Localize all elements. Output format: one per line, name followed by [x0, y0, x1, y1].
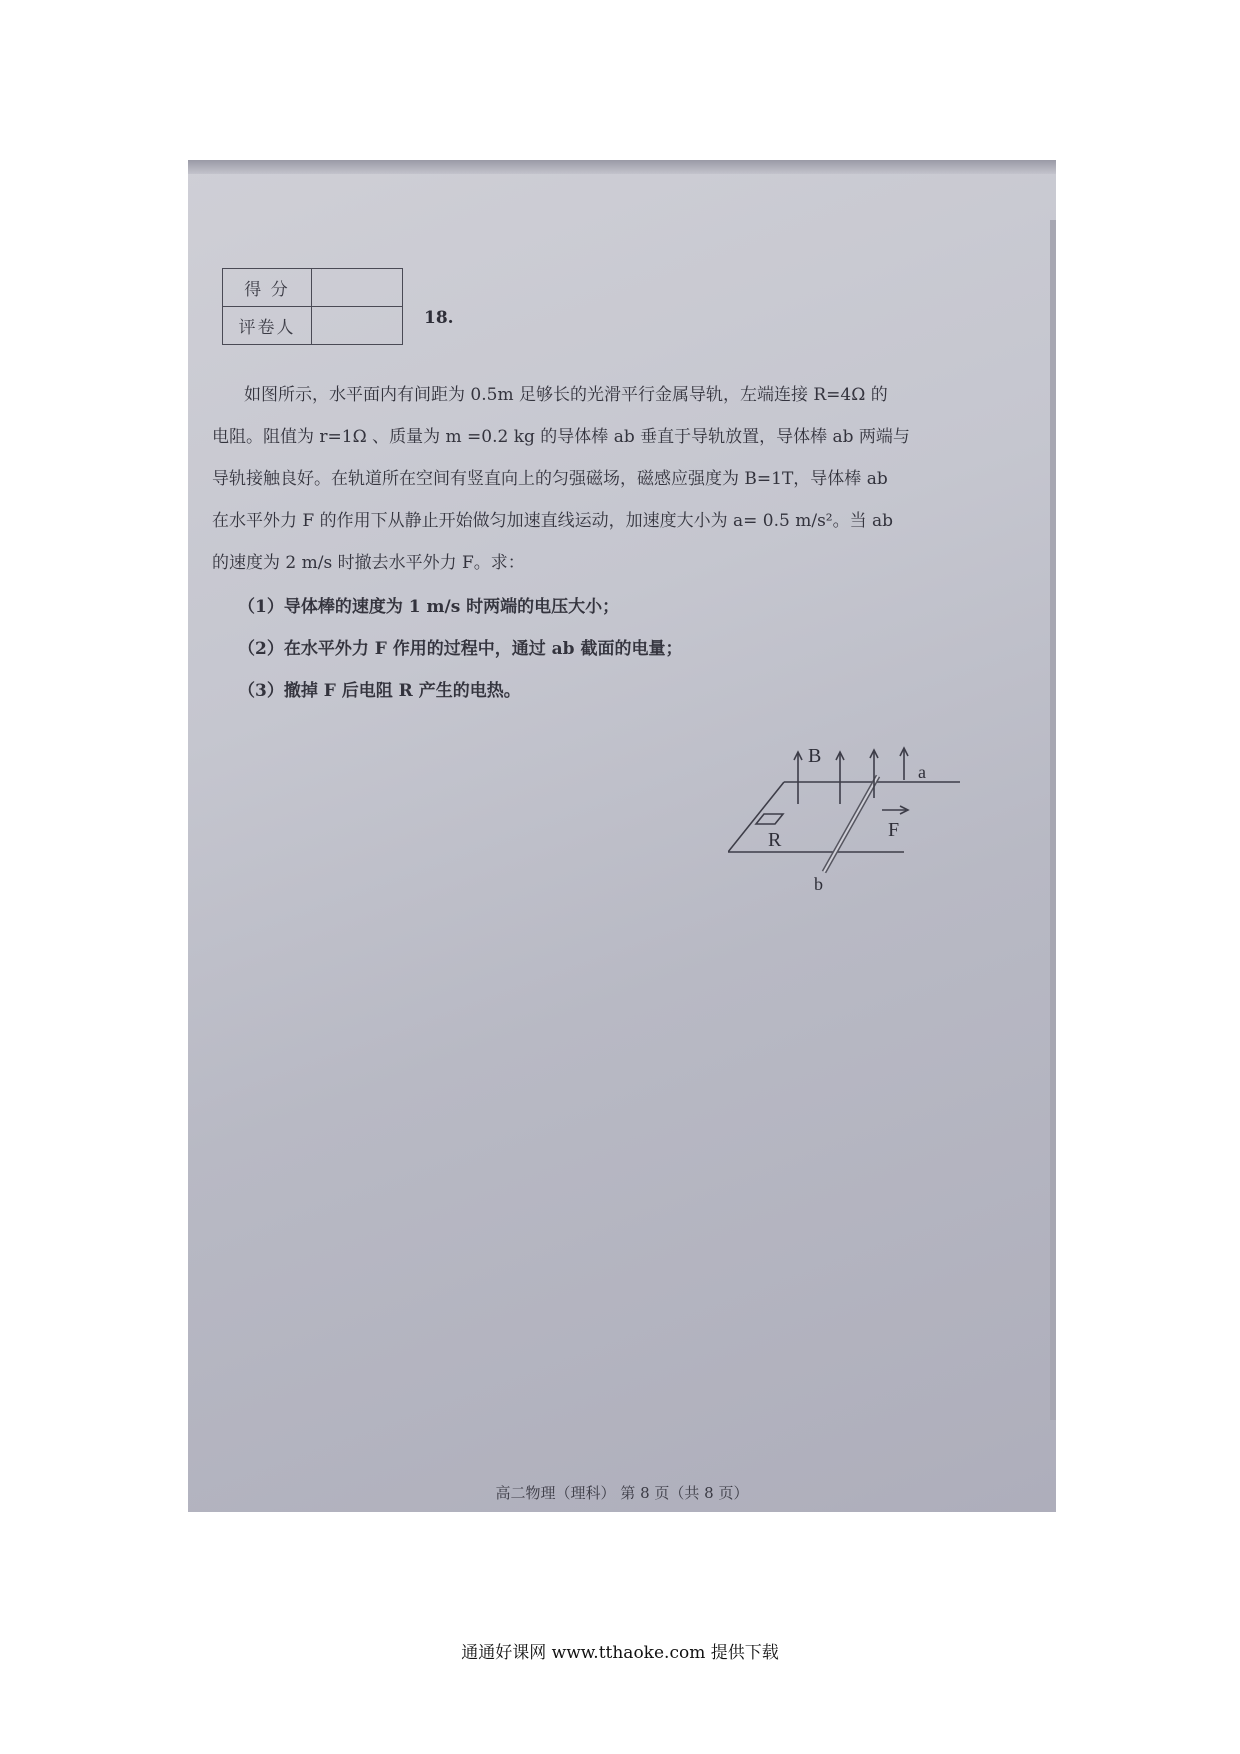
page-right-edge [1050, 220, 1056, 1420]
intro-line-1: 如图所示，水平面内有间距为 0.5m 足够长的光滑平行金属导轨，左端连接 R=4Ω 的 [244, 385, 888, 405]
intro-line-5: 的速度为 2 m/s 时撤去水平外力 F。求： [212, 553, 525, 573]
sub-question-1: （1）导体棒的速度为 1 m/s 时两端的电压大小； [238, 597, 620, 617]
score-label: 得 分 [223, 269, 312, 307]
intro-line-3: 导轨接触良好。在轨道所在空间有竖直向上的匀强磁场，磁感应强度为 B=1T，导体棒 ab [212, 469, 888, 489]
label-a: a [918, 762, 926, 782]
sub-question-3: （3）撤掉 F 后电阻 R 产生的电热。 [238, 681, 521, 701]
download-credit: 通通好课网 www.tthaoke.com 提供下载 [461, 1643, 779, 1663]
label-b: b [814, 874, 823, 890]
label-F: F [888, 819, 900, 841]
score-blank-cell [312, 269, 403, 307]
page-top-edge [188, 160, 1056, 174]
question-number: 18. [424, 308, 454, 328]
grader-blank-cell [312, 307, 403, 345]
label-R: R [768, 829, 782, 851]
page-footer: 高二物理（理科） 第 8 页（共 8 页） [495, 1484, 749, 1502]
resistor-symbol [756, 814, 783, 824]
label-B: B [808, 745, 822, 767]
exam-page-photo [188, 160, 1056, 1512]
score-table [222, 268, 403, 345]
rail-circuit-diagram [728, 740, 968, 890]
intro-line-2: 电阻。阻值为 r=1Ω 、质量为 m =0.2 kg 的导体棒 ab 垂直于导轨放置，导体棒 ab 两端与 [212, 427, 910, 447]
sub-question-2: （2）在水平外力 F 作用的过程中，通过 ab 截面的电量； [238, 639, 683, 659]
grader-label: 评卷人 [223, 307, 312, 345]
conductor-bar-highlight [824, 776, 878, 872]
intro-line-4: 在水平外力 F 的作用下从静止开始做匀加速直线运动，加速度大小为 a= 0.5 m/s²。当 ab [212, 511, 894, 531]
